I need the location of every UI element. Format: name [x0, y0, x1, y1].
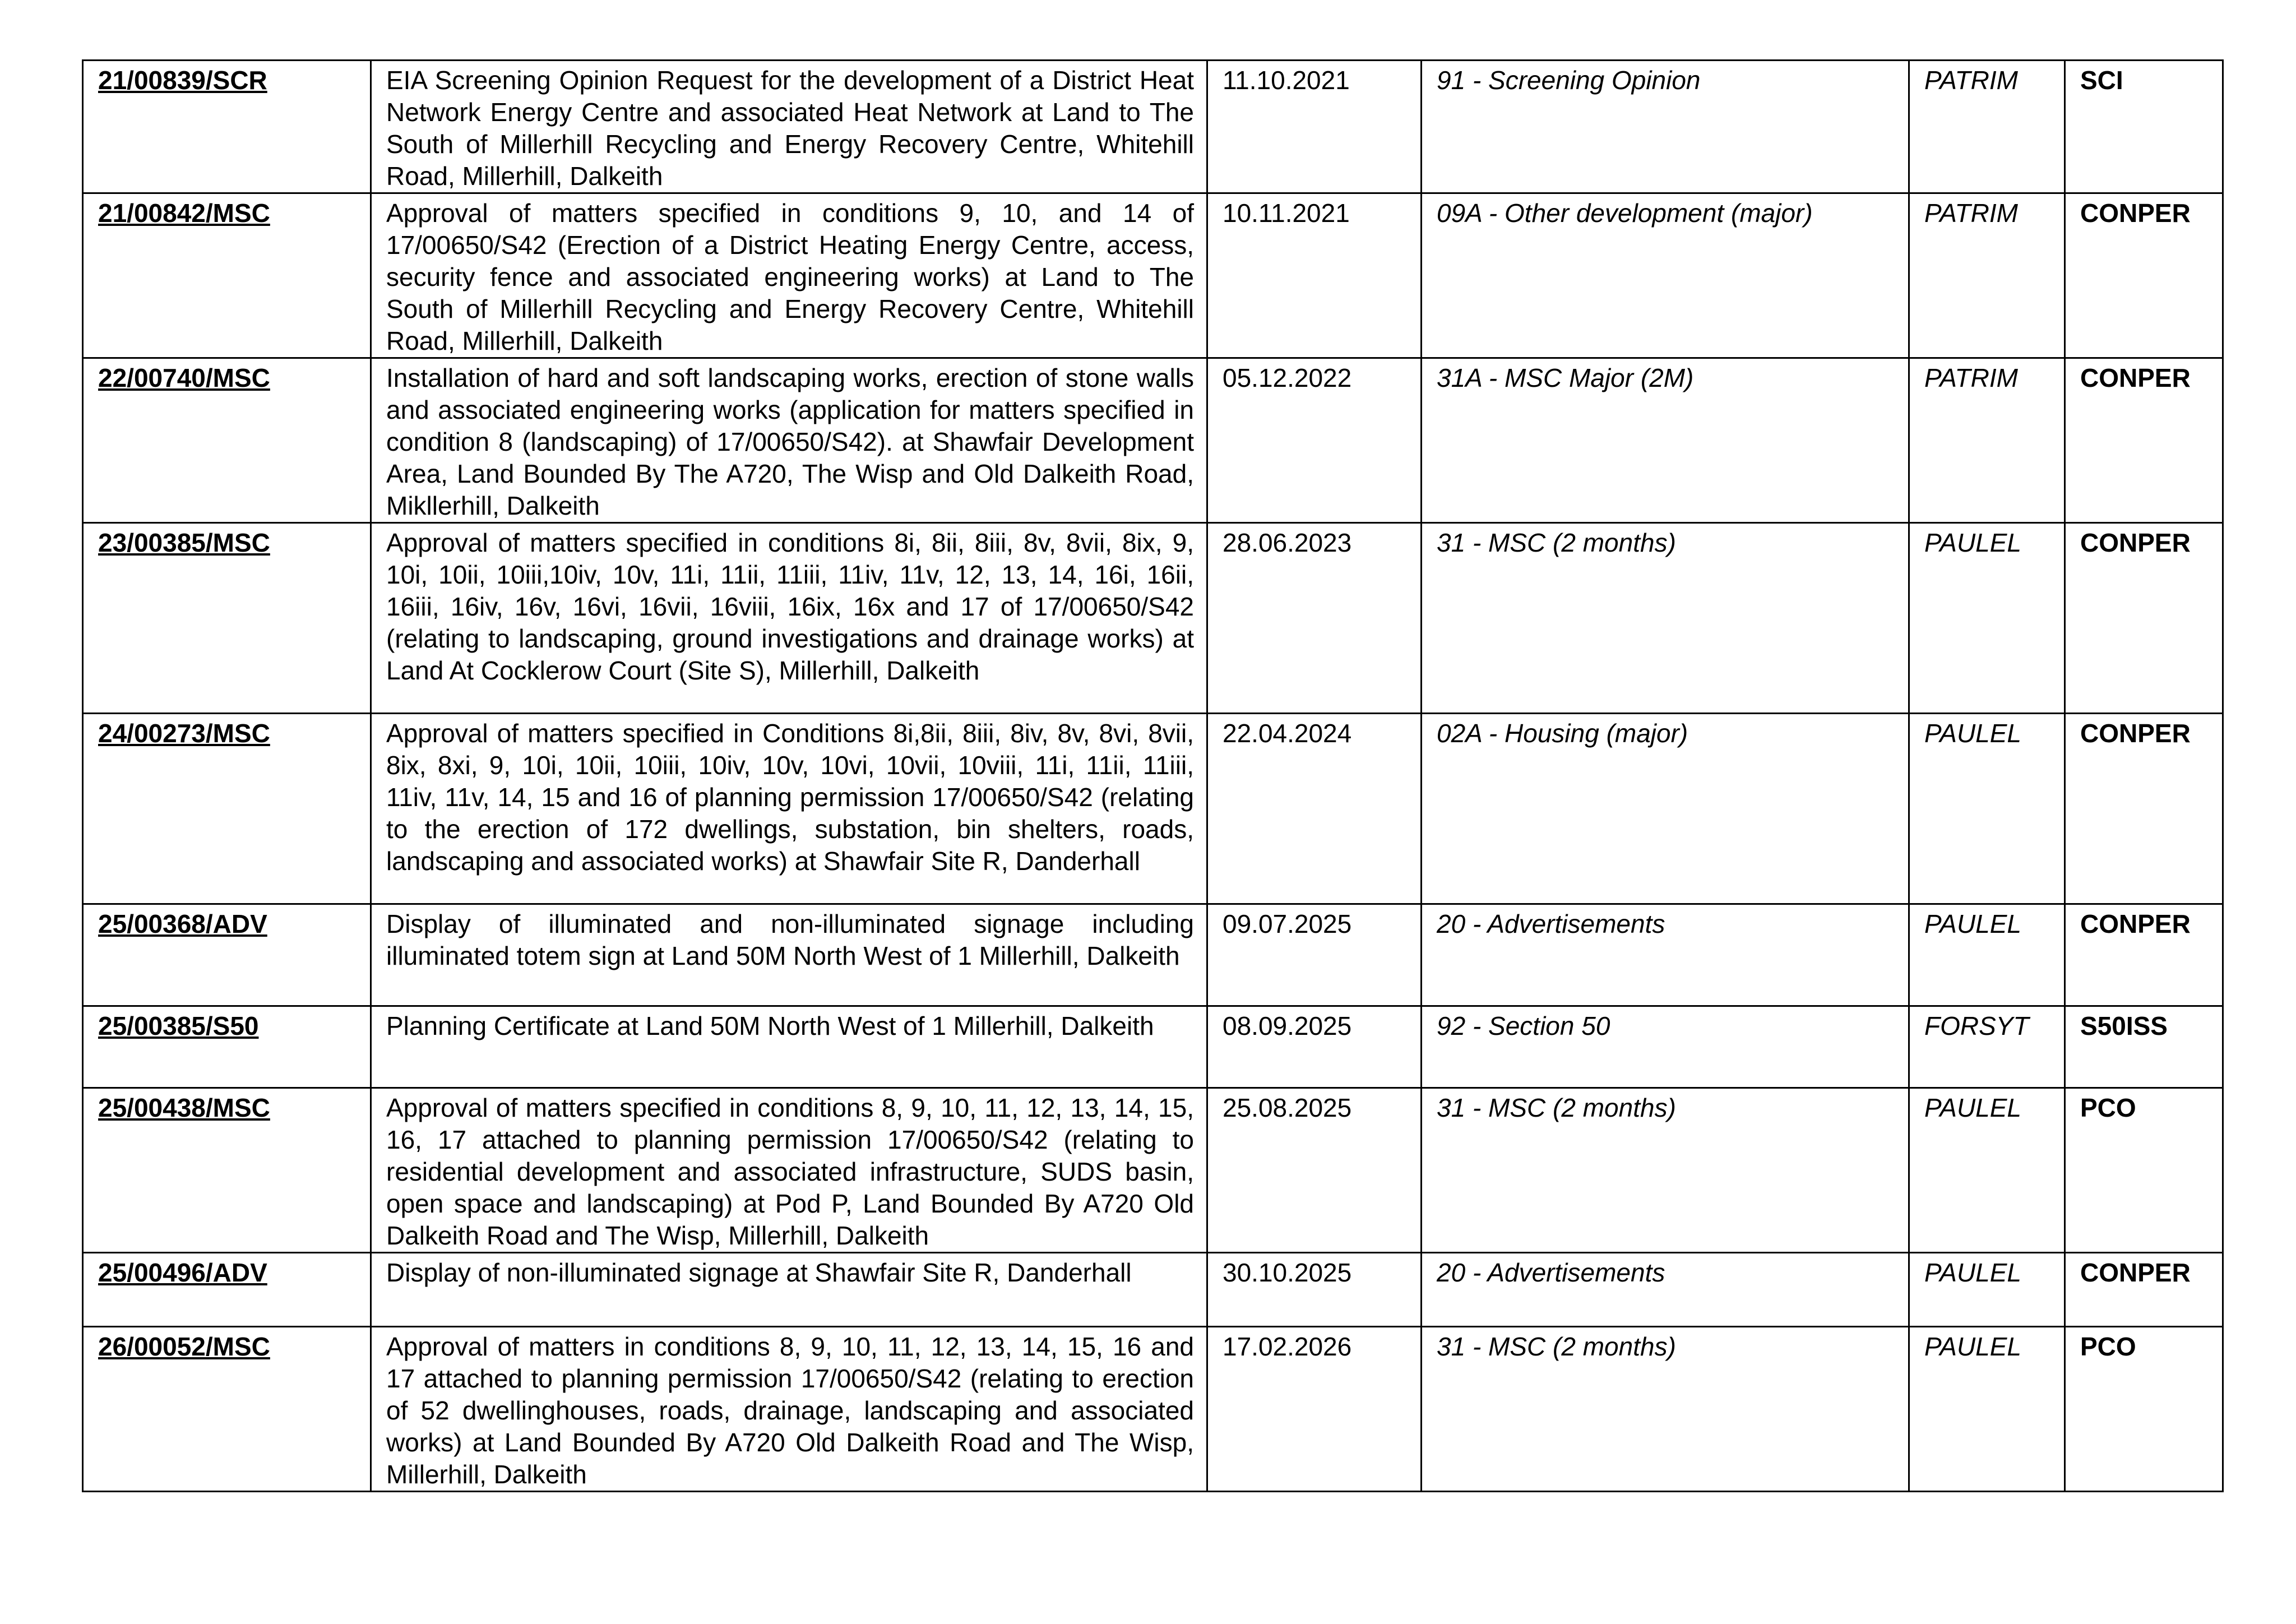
application-type-cell — [1422, 1006, 1909, 1088]
case-officer-cell — [1909, 1253, 2065, 1327]
table-row — [83, 714, 2223, 904]
application-description-cell — [371, 1253, 1207, 1327]
application-date: 08.09.2025 — [1223, 1011, 1352, 1040]
application-type: 92 - Section 50 — [1437, 1011, 1610, 1040]
decision-code: CONPER — [2080, 719, 2191, 748]
application-reference-link-cell — [83, 61, 371, 193]
application-date: 30.10.2025 — [1223, 1258, 1352, 1287]
table-row — [83, 1253, 2223, 1327]
application-type-cell — [1422, 714, 1909, 904]
table-row — [83, 523, 2223, 714]
application-type: 31A - MSC Major (2M) — [1437, 363, 1694, 392]
table-row — [83, 358, 2223, 523]
application-description-cell — [371, 1327, 1207, 1492]
applications-table — [82, 59, 2224, 1492]
case-officer: PAULEL — [1924, 1258, 2022, 1287]
application-description: Approval of matters specified in conditions 8i, 8ii, 8iii, 8v, 8vii, 8ix, 9, 10i, 10ii, 10iii,10iv, 10v, 11i, 11ii, 11iii, 11iv, 11v, 12, 13, 14, 16i, 16ii, 16iii, 16iv, 16v, 16vi, 16vii, 16viii, 16ix, 16x and 17 of 17/00650/S42 (relating to landscaping, ground investigations and drainage works) at Land At Cocklerow Court (Site S), Millerhill, Dalkeith — [386, 528, 1194, 685]
application-type: 31 - MSC (2 months) — [1437, 1093, 1676, 1122]
table-row — [83, 1327, 2223, 1492]
case-officer-cell — [1909, 193, 2065, 358]
application-description: Approval of matters specified in Conditions 8i,8ii, 8iii, 8iv, 8v, 8vi, 8vii, 8ix, 8xi, 9, 10i, 10ii, 10iii, 10iv, 10v, 10vi, 10vii, 10viii, 11i, 11ii, 11iii, 11iv, 11v, 14, 15 and 16 of planning permission 17/00650/S42 (relating to the erection of 172 dwellings, substation, bin shelters, roads, landscaping and associated works) at Shawfair Site R, Danderhall — [386, 719, 1194, 876]
application-date: 10.11.2021 — [1223, 198, 1350, 228]
application-type-cell — [1422, 1088, 1909, 1253]
application-reference-link[interactable]: 23/00385/MSC — [98, 528, 270, 557]
application-reference-link[interactable]: 26/00052/MSC — [98, 1332, 270, 1361]
decision-code-cell — [2065, 61, 2223, 193]
decision-code-cell — [2065, 523, 2223, 714]
decision-code-cell — [2065, 193, 2223, 358]
application-description: Installation of hard and soft landscaping works, erection of stone walls and associated engineering works (application for matters specified in condition 8 (landscaping) of 17/00650/S42). at Shawfair Development Area, Land Bounded By The A720, The Wisp and Old Dalkeith Road, Mikllerhill, Dalkeith — [386, 363, 1194, 520]
case-officer-cell — [1909, 714, 2065, 904]
application-description-cell — [371, 523, 1207, 714]
application-type: 20 - Advertisements — [1437, 909, 1665, 938]
case-officer-cell — [1909, 1327, 2065, 1492]
application-reference-link-cell — [83, 1253, 371, 1327]
table-row — [83, 904, 2223, 1006]
case-officer-cell — [1909, 1006, 2065, 1088]
application-date-cell — [1207, 1088, 1422, 1253]
case-officer: PAULEL — [1924, 1093, 2022, 1122]
decision-code: S50ISS — [2080, 1011, 2168, 1040]
application-date-cell — [1207, 358, 1422, 523]
application-type: 31 - MSC (2 months) — [1437, 528, 1676, 557]
application-date-cell — [1207, 61, 1422, 193]
application-date-cell — [1207, 1253, 1422, 1327]
application-type-cell — [1422, 61, 1909, 193]
decision-code: CONPER — [2080, 363, 2191, 392]
case-officer: FORSYT — [1924, 1011, 2029, 1040]
application-date: 28.06.2023 — [1223, 528, 1352, 557]
case-officer-cell — [1909, 523, 2065, 714]
case-officer-cell — [1909, 358, 2065, 523]
application-description-cell — [371, 193, 1207, 358]
application-type-cell — [1422, 193, 1909, 358]
case-officer: PAULEL — [1924, 909, 2022, 938]
decision-code: CONPER — [2080, 1258, 2191, 1287]
application-date-cell — [1207, 1006, 1422, 1088]
case-officer-cell — [1909, 1088, 2065, 1253]
decision-code-cell — [2065, 1253, 2223, 1327]
application-date: 05.12.2022 — [1223, 363, 1352, 392]
application-description-cell — [371, 61, 1207, 193]
decision-code-cell — [2065, 1088, 2223, 1253]
application-type-cell — [1422, 523, 1909, 714]
case-officer: PATRIM — [1924, 198, 2018, 228]
application-description: Display of non-illuminated signage at Shawfair Site R, Danderhall — [386, 1258, 1132, 1287]
application-reference-link[interactable]: 24/00273/MSC — [98, 719, 270, 748]
application-reference-link-cell — [83, 1088, 371, 1253]
application-date: 22.04.2024 — [1223, 719, 1352, 748]
application-reference-link-cell — [83, 193, 371, 358]
application-date: 09.07.2025 — [1223, 909, 1352, 938]
application-reference-link[interactable]: 21/00839/SCR — [98, 66, 267, 95]
case-officer: PAULEL — [1924, 528, 2022, 557]
application-date-cell — [1207, 1327, 1422, 1492]
application-reference-link[interactable]: 25/00368/ADV — [98, 909, 267, 938]
decision-code: CONPER — [2080, 198, 2191, 228]
application-date: 25.08.2025 — [1223, 1093, 1352, 1122]
case-officer-cell — [1909, 904, 2065, 1006]
application-type: 31 - MSC (2 months) — [1437, 1332, 1676, 1361]
application-type: 20 - Advertisements — [1437, 1258, 1665, 1287]
application-description-cell — [371, 904, 1207, 1006]
application-reference-link-cell — [83, 358, 371, 523]
application-reference-link[interactable]: 22/00740/MSC — [98, 363, 270, 392]
table-row — [83, 61, 2223, 193]
application-type-cell — [1422, 904, 1909, 1006]
application-description: Display of illuminated and non-illuminated signage including illuminated totem sign at Land 50M North West of 1 Millerhill, Dalkeith — [386, 909, 1194, 970]
application-description: Approval of matters specified in conditions 9, 10, and 14 of 17/00650/S42 (Erection of a District Heating Energy Centre, access, security fence and associated engineering works) at Land to The South of Millerhill Recycling and Energy Recovery Centre, Whitehill Road, Millerhill, Dalkeith — [386, 198, 1194, 355]
decision-code-cell — [2065, 1006, 2223, 1088]
decision-code: SCI — [2080, 66, 2123, 95]
table-row — [83, 1006, 2223, 1088]
application-date-cell — [1207, 523, 1422, 714]
application-description-cell — [371, 358, 1207, 523]
decision-code: CONPER — [2080, 909, 2191, 938]
application-reference-link[interactable]: 25/00385/S50 — [98, 1011, 259, 1040]
application-reference-link[interactable]: 21/00842/MSC — [98, 198, 270, 228]
application-date-cell — [1207, 193, 1422, 358]
table-row — [83, 1088, 2223, 1253]
case-officer: PAULEL — [1924, 1332, 2022, 1361]
application-date: 17.02.2026 — [1223, 1332, 1352, 1361]
table-row — [83, 193, 2223, 358]
application-reference-link-cell — [83, 714, 371, 904]
application-description: Approval of matters in conditions 8, 9, 10, 11, 12, 13, 14, 15, 16 and 17 attached to planning permission 17/00650/S42 (relating to erection of 52 dwellinghouses, roads, drainage, landscaping and associated works) at Land Bounded By A720 Old Dalkeith Road and The Wisp, Millerhill, Dalkeith — [386, 1332, 1194, 1489]
case-officer: PATRIM — [1924, 363, 2018, 392]
application-date: 11.10.2021 — [1223, 66, 1350, 95]
application-description-cell — [371, 1088, 1207, 1253]
application-type-cell — [1422, 1253, 1909, 1327]
application-reference-link-cell — [83, 1327, 371, 1492]
application-reference-link[interactable]: 25/00438/MSC — [98, 1093, 270, 1122]
application-date-cell — [1207, 714, 1422, 904]
application-reference-link-cell — [83, 1006, 371, 1088]
application-type-cell — [1422, 358, 1909, 523]
application-description: EIA Screening Opinion Request for the development of a District Heat Network Energy Centre and associated Heat Network at Land to The South of Millerhill Recycling and Energy Recovery Centre, Whitehill Road, Millerhill, Dalkeith — [386, 66, 1194, 191]
application-date-cell — [1207, 904, 1422, 1006]
application-type: 02A - Housing (major) — [1437, 719, 1688, 748]
application-description-cell — [371, 714, 1207, 904]
decision-code-cell — [2065, 358, 2223, 523]
application-type: 09A - Other development (major) — [1437, 198, 1813, 228]
application-type: 91 - Screening Opinion — [1437, 66, 1701, 95]
application-description: Planning Certificate at Land 50M North West of 1 Millerhill, Dalkeith — [386, 1011, 1154, 1040]
application-reference-link-cell — [83, 523, 371, 714]
decision-code-cell — [2065, 714, 2223, 904]
case-officer-cell — [1909, 61, 2065, 193]
application-type-cell — [1422, 1327, 1909, 1492]
decision-code-cell — [2065, 1327, 2223, 1492]
case-officer: PATRIM — [1924, 66, 2018, 95]
decision-code: PCO — [2080, 1332, 2136, 1361]
decision-code: CONPER — [2080, 528, 2191, 557]
application-description: Approval of matters specified in conditions 8, 9, 10, 11, 12, 13, 14, 15, 16, 17 attached to planning permission 17/00650/S42 (relating to residential development and associated infrastructure, SUDS basin, open space and landscaping) at Pod P, Land Bounded By A720 Old Dalkeith Road and The Wisp, Millerhill, Dalkeith — [386, 1093, 1194, 1250]
applications-table-body — [83, 61, 2223, 1492]
decision-code-cell — [2065, 904, 2223, 1006]
case-officer: PAULEL — [1924, 719, 2022, 748]
decision-code: PCO — [2080, 1093, 2136, 1122]
application-description-cell — [371, 1006, 1207, 1088]
application-reference-link[interactable]: 25/00496/ADV — [98, 1258, 267, 1287]
application-reference-link-cell — [83, 904, 371, 1006]
